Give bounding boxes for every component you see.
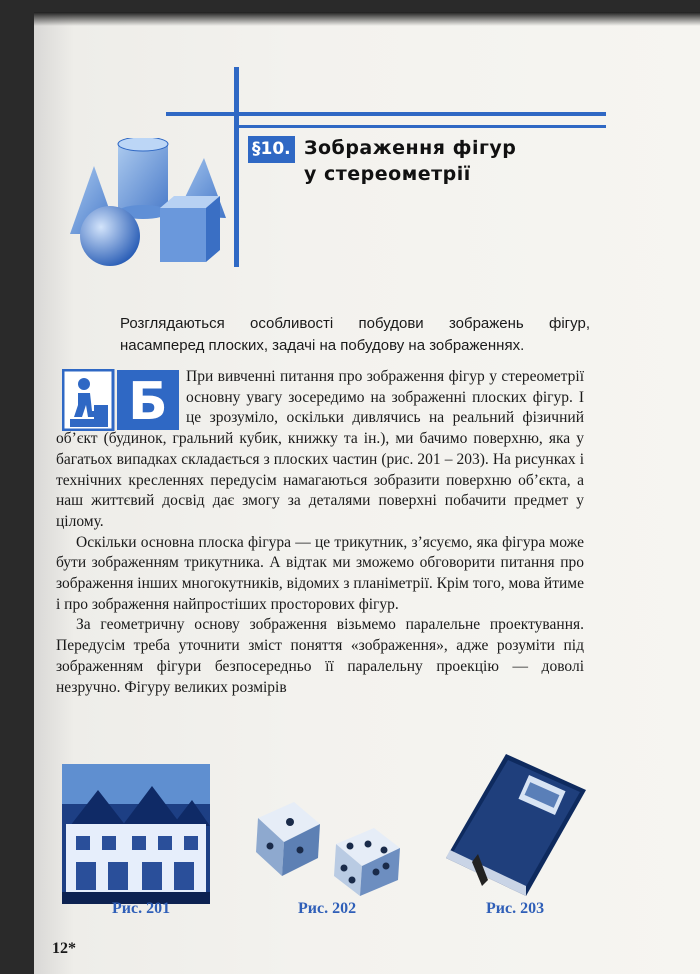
die-left [256,802,320,876]
section-title-line2: у стереометрії [304,163,471,185]
figure-202-caption: Рис. 202 [298,900,357,917]
textbook-page [34,12,700,974]
paragraph-2: Оскільки основна плоска фігура — це трикутник, з’ясуємо, яка фігура може бути зображенням трикутника. А відтак ми зможемо обговорити питання про зображення інших многокутників, відомих з планіметрії. Крім того, мова йтиме і про зображення найпростіших просторових фігур. [56,533,584,613]
cube-shape [160,196,220,262]
header-horizontal-line-2 [239,125,606,128]
header-horizontal-line [166,112,606,116]
figure-201-building-photo [62,764,210,904]
scan-shadow [34,12,700,26]
badge-letter: Б [128,372,168,431]
paragraph-3: За геометричну основу зображення візьмемо паралельне проектування. Передусім треба уточнити зміст поняття «зображення», адже розуміти під зображенням фігури безпосередньо її паралельну проекцію — доволі незручно. Фігуру великих розмірів [56,616,584,696]
cylinder-shape [118,138,168,219]
section-title [304,135,604,187]
figure-202-dice-photo [250,788,410,898]
figure-203-book-photo [442,750,590,898]
figure-201-caption: Рис. 201 [112,900,171,917]
sphere-shape [80,206,140,266]
section-number: §10. [248,136,295,163]
figure-203-caption: Рис. 203 [486,900,545,917]
paragraph-1: При вивченні питання про зображення фігур у стереометрії основну увагу зосередимо на зображенні плоских фігур. І це зрозуміло, оскільки дивлячись на реальний фізичний об’єкт (будинок, гральний кубик, книжку та ін.), ми бачимо поверхню, яка у багатьох випадках складається з плоских частин (рис. 201 – 203). На рисунках і технічних кресленнях передусім намагаються зобразити поверхню об’єкта, а наш життєвий досвід дає змогу за деталями поверхні побачити предмет у цілому. [56,368,584,530]
section-title-line1: Зображення фігур [304,137,517,159]
geometric-shapes-illustration [56,138,236,268]
section-intro: Розглядаються особливості побудови зображень фігур, насамперед плоских, задачі на побудову на зображеннях. [120,315,590,354]
body-text [56,367,584,698]
page-number: 12* [52,940,76,957]
die-right [334,828,400,896]
